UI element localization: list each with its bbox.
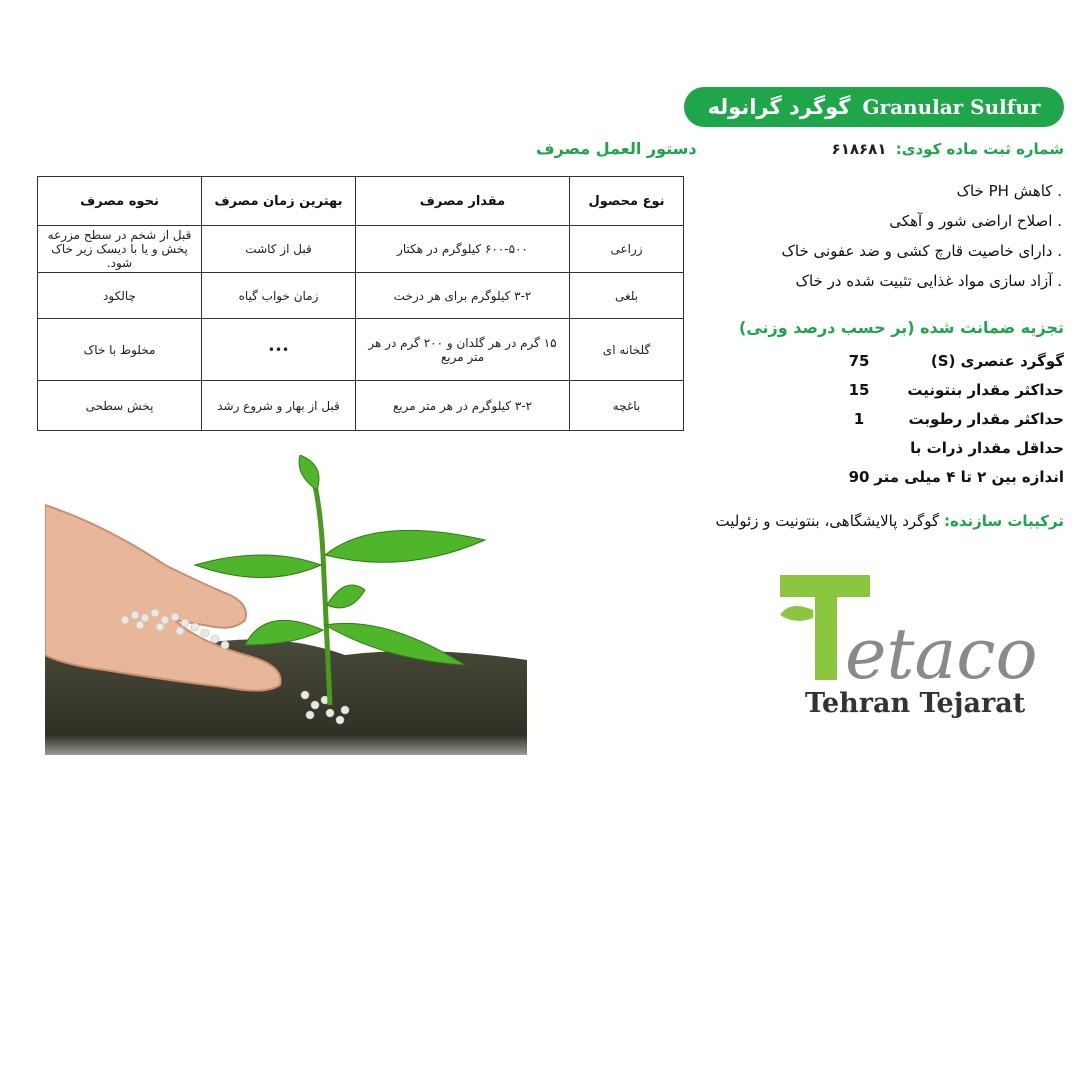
cell-amount: ۶۰۰-۵۰۰ کیلوگرم در هکتار [356, 226, 570, 273]
analysis-value: 90 [848, 467, 870, 486]
analysis-label: گوگرد عنصری (S) [930, 351, 1064, 370]
cell-type: باغچه [570, 381, 684, 431]
table-row [38, 226, 684, 273]
analysis-row [804, 404, 1064, 433]
cell-amount: ۳-۲ کیلوگرم برای هر درخت [356, 273, 570, 319]
cell-method: پخش سطحی [38, 381, 202, 431]
table-row [38, 319, 684, 381]
cell-time: زمان خواب گیاه [202, 273, 356, 319]
analysis-row [804, 462, 1064, 491]
header-amount: مقدار مصرف [356, 177, 570, 226]
bottom-fade [45, 735, 527, 773]
analysis-title: تجزیه ضمانت شده (بر حسب درصد وزنی) [739, 318, 1064, 337]
title-english: Granular Sulfur [862, 95, 1041, 119]
analysis-value: 75 [848, 351, 870, 370]
analysis-label: اندازه بین ۲ تا ۴ میلی متر [874, 467, 1064, 486]
cell-method: قبل از شخم در سطح مزرعه پخش و یا با دیسک زیر خاک شود. [38, 226, 202, 273]
benefit-item: . کاهش PH خاک [956, 182, 1062, 200]
analysis-value: 15 [848, 380, 870, 399]
table-row [38, 381, 684, 431]
cell-method: چالکود [38, 273, 202, 319]
analysis-label: حداقل مقدار ذرات با [910, 438, 1064, 457]
hand-shape [45, 505, 281, 691]
registration-value: ۶۱۸۶۸۱ [831, 140, 887, 158]
analysis-row [804, 346, 1064, 375]
logo-brand-text: etaco [845, 613, 1038, 695]
cell-method: مخلوط با خاک [38, 319, 202, 381]
usage-header-row [38, 177, 684, 226]
components-value: گوگرد پالایشگاهی، بنتونیت و زئولیت [715, 512, 940, 530]
components-line [716, 512, 1064, 530]
leaf-icon [780, 606, 813, 621]
plant-hand-photo [45, 455, 527, 773]
benefit-item: . آزاد سازی مواد غذایی تثبیت شده در خاک [795, 272, 1062, 290]
cell-time: قبل از بهار و شروع رشد [202, 381, 356, 431]
header-best-time: بهترین زمان مصرف [202, 177, 356, 226]
analysis-list [804, 346, 1064, 491]
analysis-value: 1 [853, 409, 865, 428]
benefits-list [682, 176, 1062, 296]
logo-t-stem [815, 575, 837, 680]
table-row [38, 273, 684, 319]
cell-amount: ۱۵ گرم در هر گلدان و ۲۰۰ گرم در هر متر مربع [356, 319, 570, 381]
cell-time: قبل از کاشت [202, 226, 356, 273]
usage-title: دستور العمل مصرف [536, 139, 697, 158]
product-title-banner [684, 87, 1064, 127]
logo-subtitle: Tehran Tejarat [805, 688, 1026, 719]
header-method: نحوه مصرف [38, 177, 202, 226]
registration-number [832, 140, 1064, 158]
cell-type: گلخانه ای [570, 319, 684, 381]
benefit-item: . دارای خاصیت قارچ کشی و ضد عفونی خاک [781, 242, 1062, 260]
components-label: ترکیبات سازنده: [943, 512, 1064, 530]
cell-type: زراعی [570, 226, 684, 273]
analysis-row [804, 375, 1064, 404]
analysis-label: حداکثر مقدار بنتونیت [907, 380, 1064, 399]
cell-type: بلغی [570, 273, 684, 319]
analysis-label: حداکثر مقدار رطوبت [908, 409, 1064, 428]
leaves [195, 455, 485, 665]
cell-time: ••• [202, 319, 356, 381]
registration-label: شماره ثبت ماده کودی: [895, 140, 1064, 158]
header-product-type: نوع محصول [570, 177, 684, 226]
analysis-row [804, 433, 1064, 462]
title-persian: گوگرد گرانوله [707, 95, 851, 119]
cell-amount: ۳-۲ کیلوگرم در هر متر مربع [356, 381, 570, 431]
usage-table [37, 176, 684, 431]
benefit-item: . اصلاح اراضی شور و آهکی [889, 212, 1062, 230]
